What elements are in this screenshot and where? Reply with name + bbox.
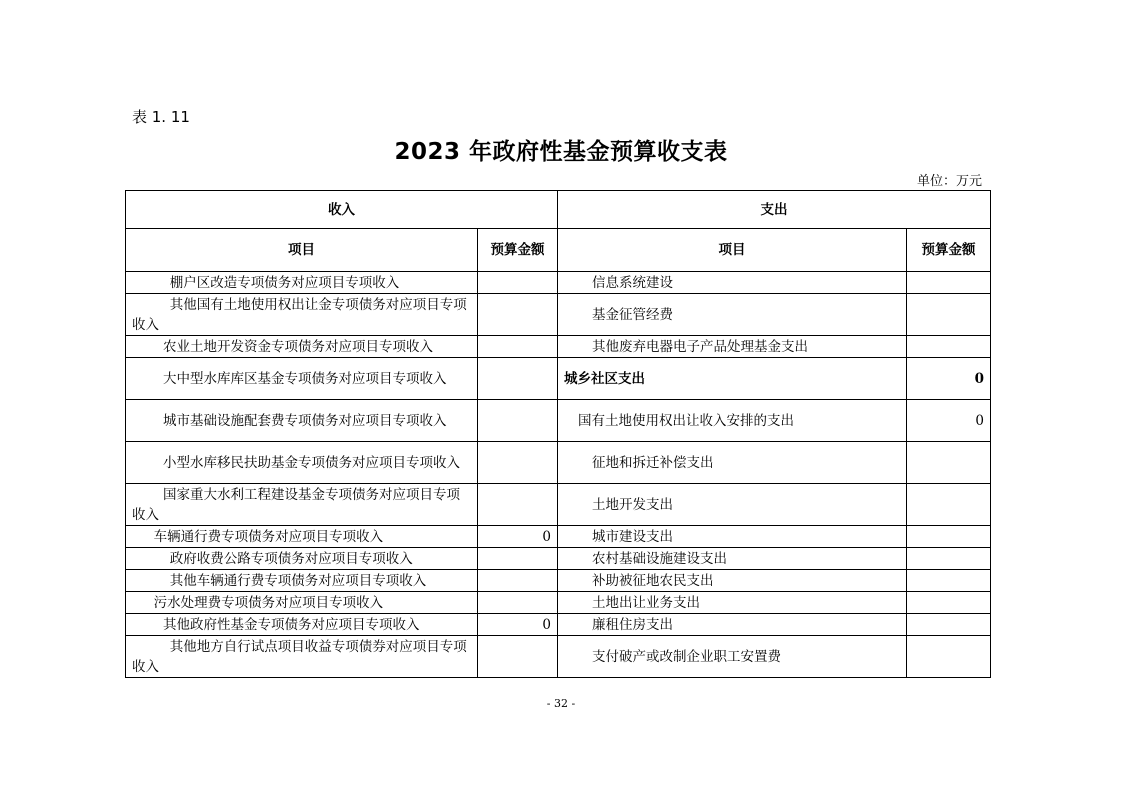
income-item: 农业土地开发资金专项债务对应项目专项收入 (126, 336, 478, 358)
income-amount (478, 442, 558, 484)
expenditure-item: 土地开发支出 (558, 484, 907, 526)
expenditure-amount (907, 484, 991, 526)
table-number: 表 1. 11 (132, 108, 190, 126)
table-row (126, 636, 991, 678)
expenditure-item-header: 项目 (558, 229, 907, 272)
income-item: 政府收费公路专项债务对应项目专项收入 (126, 548, 478, 570)
income-item: 大中型水库库区基金专项债务对应项目专项收入 (126, 358, 478, 400)
income-amount (478, 592, 558, 614)
income-item: 国家重大水利工程建设基金专项债务对应项目专项收入 (126, 484, 478, 526)
expenditure-item: 农村基础设施建设支出 (558, 548, 907, 570)
expenditure-amount (907, 272, 991, 294)
expenditure-item: 其他废弃电器电子产品处理基金支出 (558, 336, 907, 358)
income-amount-header: 预算金额 (478, 229, 558, 272)
expenditure-item: 国有土地使用权出让收入安排的支出 (558, 400, 907, 442)
income-amount (478, 636, 558, 678)
budget-table (125, 190, 991, 678)
income-item-header: 项目 (126, 229, 478, 272)
income-item: 其他地方自行试点项目收益专项债券对应项目专项收入 (126, 636, 478, 678)
expenditure-amount: 0 (907, 358, 991, 400)
expenditure-item: 信息系统建设 (558, 272, 907, 294)
income-amount (478, 294, 558, 336)
table-row (126, 294, 991, 336)
income-amount: 0 (478, 526, 558, 548)
income-amount (478, 484, 558, 526)
income-item: 其他国有土地使用权出让金专项债务对应项目专项收入 (126, 294, 478, 336)
income-amount (478, 272, 558, 294)
page-number: - 32 - (546, 697, 576, 710)
table-row (126, 570, 991, 592)
income-item: 城市基础设施配套费专项债务对应项目专项收入 (126, 400, 478, 442)
table-section-header-row (126, 191, 991, 229)
expenditure-amount (907, 548, 991, 570)
table-row (126, 526, 991, 548)
expenditure-item: 支付破产或改制企业职工安置费 (558, 636, 907, 678)
table-row (126, 548, 991, 570)
expenditure-item: 基金征管经费 (558, 294, 907, 336)
expenditure-amount-header: 预算金额 (907, 229, 991, 272)
expenditure-amount (907, 294, 991, 336)
income-item: 其他车辆通行费专项债务对应项目专项收入 (126, 570, 478, 592)
table-row (126, 442, 991, 484)
expenditure-item: 城乡社区支出 (558, 358, 907, 400)
income-item: 棚户区改造专项债务对应项目专项收入 (126, 272, 478, 294)
income-item: 车辆通行费专项债务对应项目专项收入 (126, 526, 478, 548)
expenditure-amount (907, 614, 991, 636)
table-row (126, 358, 991, 400)
expenditure-item: 征地和拆迁补偿支出 (558, 442, 907, 484)
expenditure-amount (907, 526, 991, 548)
table-row (126, 400, 991, 442)
expenditure-amount (907, 570, 991, 592)
income-amount (478, 570, 558, 592)
table-row (126, 614, 991, 636)
table-row (126, 336, 991, 358)
expenditure-amount (907, 336, 991, 358)
income-amount (478, 548, 558, 570)
expenditure-amount (907, 592, 991, 614)
income-amount: 0 (478, 614, 558, 636)
table-row (126, 592, 991, 614)
income-amount (478, 358, 558, 400)
unit-label: 单位：万元 (916, 174, 982, 189)
expenditure-amount: 0 (907, 400, 991, 442)
income-amount (478, 400, 558, 442)
expenditure-item: 补助被征地农民支出 (558, 570, 907, 592)
table-row (126, 272, 991, 294)
page-title: 2023 年政府性基金预算收支表 (394, 139, 728, 165)
expenditure-item: 廉租住房支出 (558, 614, 907, 636)
income-amount (478, 336, 558, 358)
income-item: 小型水库移民扶助基金专项债务对应项目专项收入 (126, 442, 478, 484)
income-item: 其他政府性基金专项债务对应项目专项收入 (126, 614, 478, 636)
income-section-header: 收入 (126, 191, 558, 229)
income-item: 污水处理费专项债务对应项目专项收入 (126, 592, 478, 614)
expenditure-section-header: 支出 (558, 191, 991, 229)
expenditure-amount (907, 636, 991, 678)
expenditure-item: 城市建设支出 (558, 526, 907, 548)
expenditure-amount (907, 442, 991, 484)
expenditure-item: 土地出让业务支出 (558, 592, 907, 614)
table-row (126, 484, 991, 526)
table-column-header-row (126, 229, 991, 272)
